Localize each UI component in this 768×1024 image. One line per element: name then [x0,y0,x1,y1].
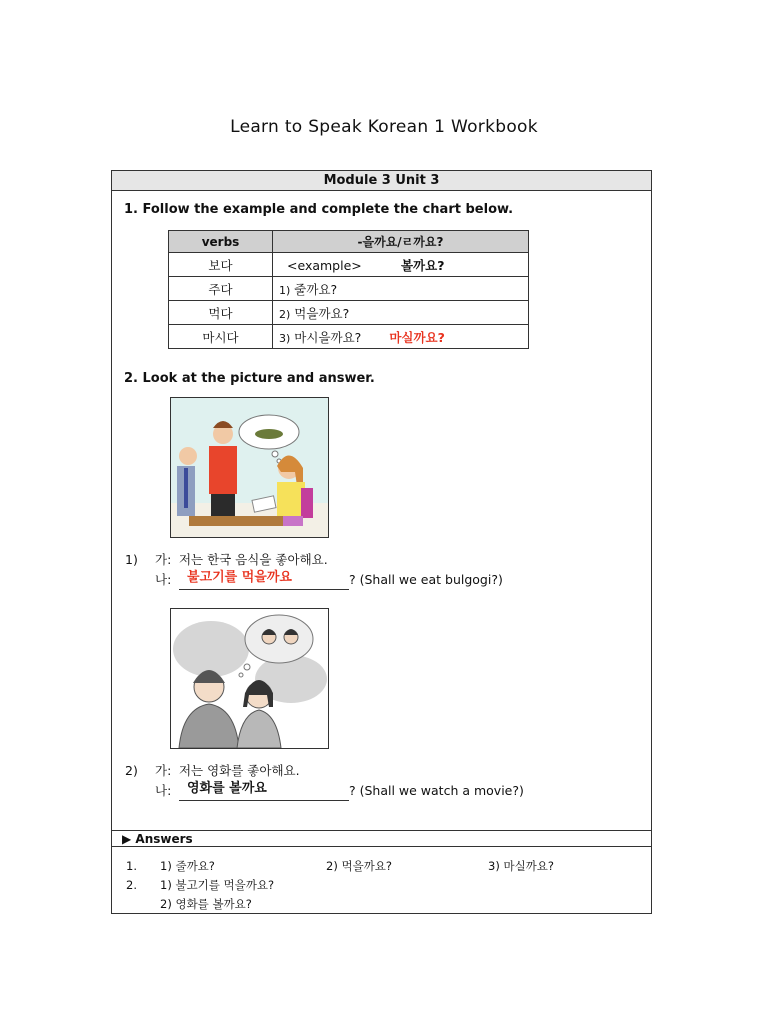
answer-cell [273,277,529,301]
answer-number: 1. [126,859,137,873]
answers-heading: ▶ Answers [112,830,651,847]
conjugation-chart [168,230,529,349]
module-heading: Module 3 Unit 3 [112,171,651,191]
answer-cell [273,325,529,349]
question-2: 2. Look at the picture and answer. [124,371,375,386]
handwritten-answer: 줄까요? [294,281,338,297]
written-answer: 영화를 볼까요 [186,781,267,796]
movie-illustration [170,608,329,749]
page-title: Learn to Speak Korean 1 Workbook [230,117,538,137]
table-row [169,253,529,277]
item-number: 2) [279,307,291,321]
answer-blank [179,781,349,801]
answer-text: 2) 먹을까요? [326,859,392,873]
example-label: <example> [287,257,362,273]
speaker-b: 나: [155,783,172,798]
worksheet-frame [111,170,652,914]
answer-cell [273,301,529,325]
verb-cell: 보다 [169,253,273,277]
verb-cell: 마시다 [169,325,273,349]
header-verbs: verbs [169,231,273,253]
speaker-b: 나: [155,572,172,587]
answer-text: 1) 불고기를 먹을까요? [160,878,275,892]
verb-cell: 주다 [169,277,273,301]
answer-text: 3) 마실까요? [488,859,554,873]
restaurant-illustration [170,397,329,538]
answer-cell [273,253,529,277]
item-number: 1) [125,552,138,567]
dialogue-1 [125,550,503,590]
question-1: 1. Follow the example and complete the chart below. [124,202,514,217]
example-answer: 볼까요? [400,257,445,273]
verb-cell: 먹다 [169,301,273,325]
correction-text: 마실까요? [389,329,445,345]
item-number: 1) [279,283,291,297]
table-row [169,325,529,349]
handwritten-answer: 마시을까요? [294,329,362,345]
answer-suffix: ? (Shall we watch a movie?) [348,783,524,798]
table-row [169,277,529,301]
item-number: 2) [125,763,138,778]
speaker-a: 가: [155,552,172,567]
handwritten-answer: 먹을까요? [294,305,350,321]
answer-blank [179,570,349,590]
answer-suffix: ? (Shall we eat bulgogi?) [348,572,503,587]
table-row [169,301,529,325]
answer-number: 2. [126,878,137,892]
dialogue-2 [125,761,524,801]
speaker-a: 가: [155,763,172,778]
header-ending: -을까요/ㄹ까요? [273,231,529,253]
answer-text: 2) 영화를 볼까요? [160,897,252,911]
written-answer: 불고기를 먹을까요 [186,570,292,585]
speaker-a-line: 저는 영화를 좋아해요. [178,763,300,778]
speaker-a-line: 저는 한국 음식을 좋아해요. [178,552,328,567]
answer-text: 1) 줄까요? [160,859,215,873]
item-number: 3) [279,331,291,345]
